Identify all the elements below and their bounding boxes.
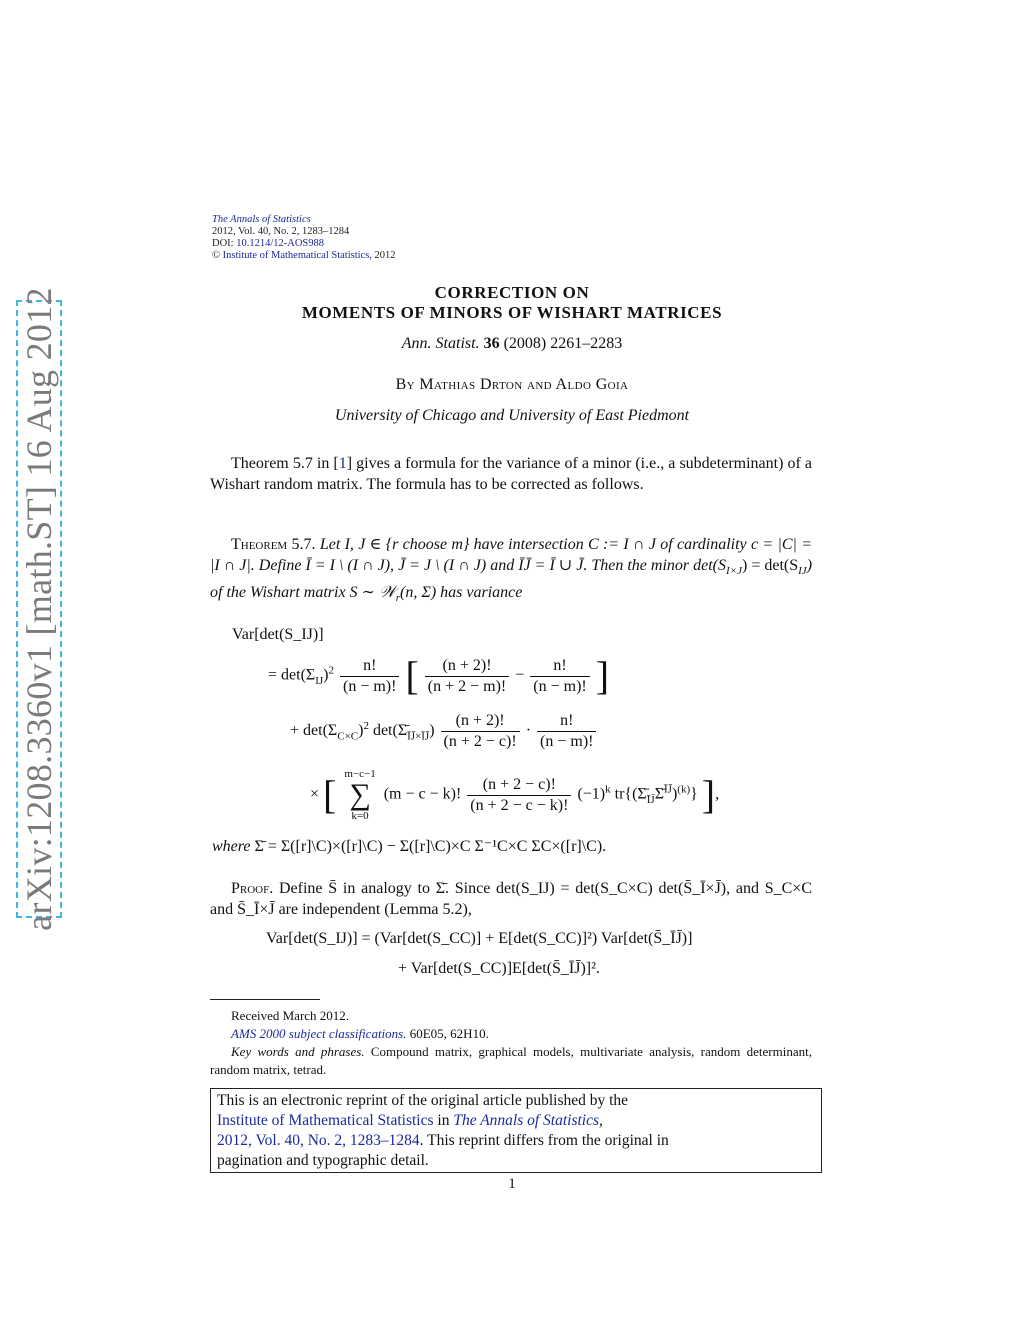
proof-equation-line-1: Var[det(S_IJ)] = (Var[det(S_CC)] + E[det(S_CC)]²) Var[det(S̄_ĪJ̄)] [266,930,693,947]
citation-volume: 36 [483,335,500,352]
fraction-n2c-over-n2ck: $\frac{(n + 2 - c)!}{(n + 2 - c - k)!}$ [467,776,571,815]
theorem-text-2: ) = det(S [741,557,799,574]
citation [0,335,1024,353]
ams-classification-link[interactable]: AMS 2000 subject classifications. [231,1026,407,1041]
theorem-text-3: ) of the Wishart matrix S ∼ 𝒲 [210,557,813,602]
fraction-n2-over-n2m: $\frac{(n + 2)!}{(n + 2 - m)!}$ [425,657,509,696]
theorem-sub-3: r [395,592,401,605]
eq2-sub: C×C [337,730,359,743]
variance-lhs: Var[det(S_IJ)] [232,626,324,643]
where-label: where [212,838,251,855]
copyright-icon: © [212,250,220,261]
ams-codes: 60E05, 62H10. [406,1026,489,1041]
journal-link[interactable]: The Annals of Statistics [212,214,311,225]
minus-sign: − [515,666,525,684]
footnotes [210,1007,812,1079]
affiliation: University of Chicago and University of East Piedmont [334,407,690,424]
sign-term: (−1) [577,785,606,803]
theorem-text-1: Let I, J ∈ {r choose m} have intersection C := I ∩ J of cardinality c = |C| = |I ∩ J|. Define Ī = I \ (I ∩ J), J̄ = J \ (I ∩ J) and ĪJ̄ = Ī ∪ J̄. Then the minor det(S [210,536,813,574]
eq2-sub2: ĪJ̄×ĪJ̄ [407,730,430,743]
eq1-prefix: = det(Σ [268,666,316,684]
fraction-n2-over-n2c: $\frac{(n + 2)!}{(n + 2 - c)!}$ [441,712,520,751]
title-line-1: CORRECTION ON [434,283,590,302]
reprint-journal-link[interactable]: The Annals of Statistics [453,1112,600,1129]
reference-link[interactable]: 1 [338,455,347,472]
intro-after: ] gives a formula for the variance of a minor (i.e., a subdeterminant) of a Wishart random matrix. The formula has to be corrected as follows. [210,455,812,493]
page-number: 1 [508,1176,516,1192]
title-line-2: MOMENTS OF MINORS OF WISHART MATRICES [301,303,723,322]
doi-link[interactable]: 10.1214/12-AOS988 [236,238,325,249]
sum-term: (m − c − k)! [383,785,462,803]
doi-label: DOI: [212,238,237,249]
times-sign: × [310,785,320,803]
reprint-notice-box: This is an electronic reprint of the original article published by the Institute of Mathematical Statistics in The Annals of Statistics, 2012, Vol. 40, No. 2, 1283–1284. This reprint differs from the original in pagination and typographic detail. [210,1088,822,1173]
proof-equation-line-2: + Var[det(S_CC)]E[det(S̄_ĪJ̄)]². [398,960,600,977]
eq1-sup: 2 [328,664,334,677]
where-clause [212,836,606,856]
reprint-line-4: pagination and typographic detail. [217,1152,429,1169]
copyright-year: , 2012 [369,250,396,261]
theorem-label: Theorem 5.7. [231,536,316,553]
citation-rest: (2008) 2261–2283 [503,335,623,352]
equation-line-3: × [ m−c−1 ∑ k=0 (m − c − k)! $\frac{(n + 2 - c)!}{(n + 2 - c - k)!}$ $(-1)^k$ $tr\{(\Sigmā_{ĪJ̄}\Sigmā^{ĪJ̄})^{(k)}\}$ ], [310,768,720,822]
theorem-text-4: (n, Σ) has variance [400,584,523,602]
proof-label: Proof. [231,880,274,897]
institute-link[interactable]: Institute of Mathematical Statistics [222,250,370,261]
eq2-mid: det(Σ̄ [372,722,408,740]
where-text: Σ̄ = Σ([r]\C)×([r]\C) − Σ([r]\C)×C Σ⁻¹C×C ΣC×([r]\C). [254,838,607,855]
equation-line-2: + $\det(\Sigma_{C\times C})^2$ $\det(\Sigmā_{ĪJ̄\times ĪJ̄})$ $\frac{(n + 2)!}{(n + 2 - c)!}$ · $\frac{n!}{(n - m)!}$ [290,712,598,751]
eq2-prefix: + det(Σ [290,722,338,740]
reprint-volume-link[interactable]: 2012, Vol. 40, No. 2, 1283–1284 [217,1132,420,1149]
keywords-label: Key words and phrases. [231,1044,365,1059]
intro-paragraph [210,453,812,495]
reprint-line-1: This is an electronic reprint of the original article published by the [217,1092,629,1109]
intro-before: Theorem 5.7 in [ [231,455,339,472]
arxiv-stamp-text: arXiv:1208.3360v1 [math.ST] 16 Aug 2012 [19,287,59,931]
fraction-n-over-nm: $\frac{n!}{(n - m)!}$ [340,657,399,696]
footnote-rule [210,999,320,1000]
fraction-n-over-nm-2: $\frac{n!}{(n - m)!}$ [530,657,589,696]
proof-paragraph [210,878,812,920]
keywords-text: Compound matrix, graphical models, multivariate analysis, random determinant, random matrix, tetrad. [210,1044,812,1077]
equation-line-1: = $\det(\Sigma_{IJ})^2$ $\frac{n!}{(n - m)!}$ [ $\frac{(n + 2)!}{(n + 2 - m)!}$ − $\frac{n!}{(n - m)!}$ ] [268,653,610,698]
sum-lower: k=0 [351,810,369,822]
journal-header [212,214,396,262]
received-date: Received March 2012. [231,1008,350,1023]
dot-operator: · [525,722,532,740]
reprint-institute-link[interactable]: Institute of Mathematical Statistics [217,1112,434,1129]
summation: m−c−1 ∑ k=0 [344,768,376,822]
trace-term: tr{(Σ̄ [614,785,647,803]
proof-text: Define S̄ in analogy to Σ̄. Since det(S_IJ) = det(S_C×C) det(S̄_Ī×J̄), and S_C×C and S̄_Ī×J̄ are independent (Lemma 5.2), [210,880,812,918]
citation-journal: Ann. Statist. [401,335,480,352]
theorem-block [210,534,812,609]
byline: By Mathias Drton and Aldo Goia [395,376,629,393]
eq1-sub: IJ [315,674,324,687]
theorem-sub-2: IJ [798,565,807,578]
fraction-n-over-nm-3: $\frac{n!}{(n - m)!}$ [537,712,596,751]
volume-info: 2012, Vol. 40, No. 2, 1283–1284 [212,226,350,237]
sum-upper: m−c−1 [344,768,376,780]
theorem-sub-1: I×J [726,565,742,578]
